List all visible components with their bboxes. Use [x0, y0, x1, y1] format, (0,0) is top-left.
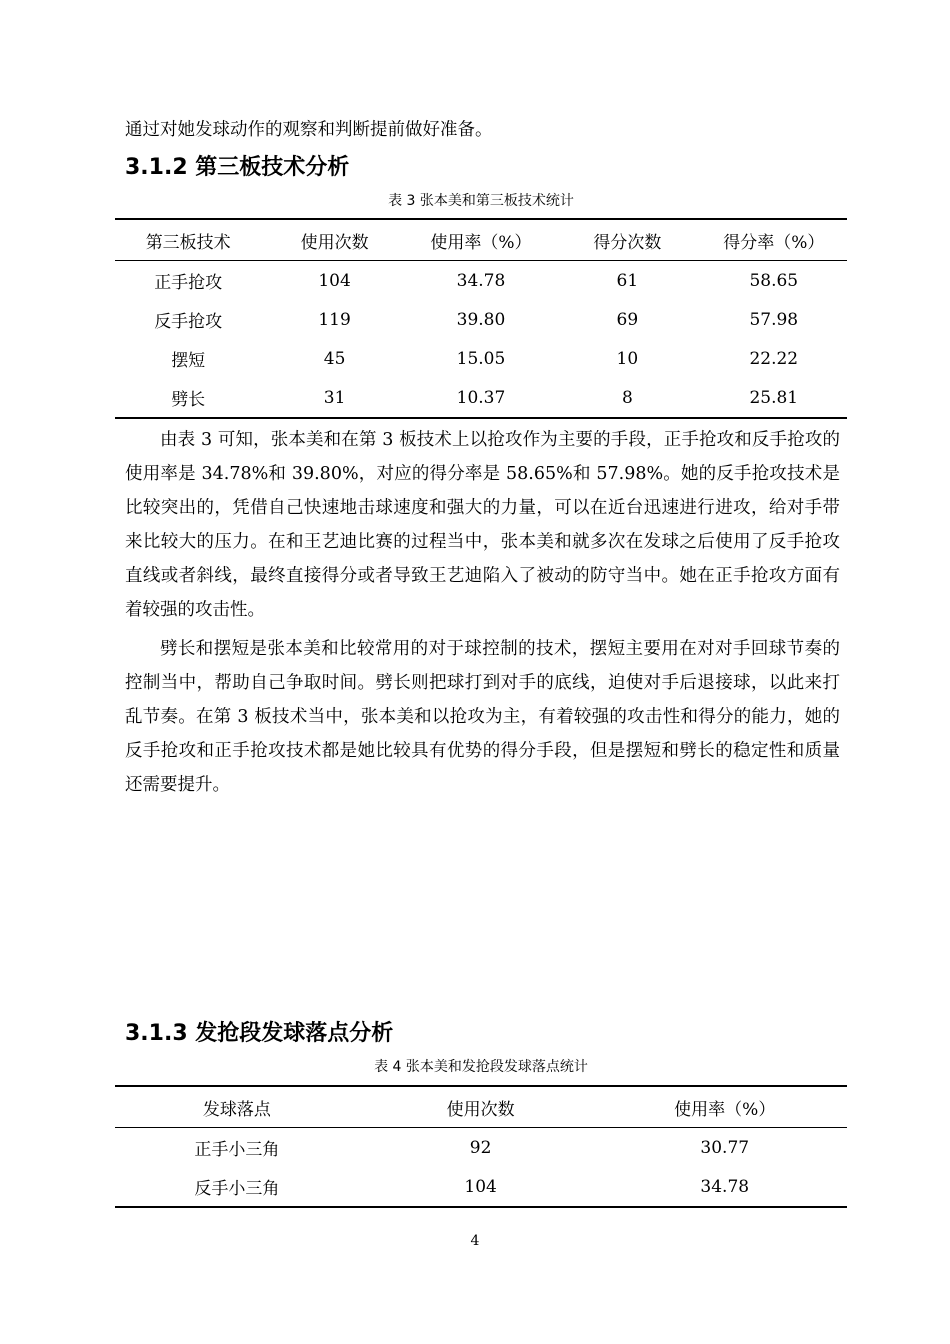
table-cell: 39.80 — [456, 309, 506, 330]
table-header-cell: 得分率（%） — [701, 219, 847, 261]
table-row — [115, 261, 847, 301]
section-heading-312: 3.1.2 第三板技术分析 — [125, 155, 350, 180]
table-cell: 15.05 — [456, 348, 506, 369]
table-cell: 57.98 — [749, 309, 799, 330]
table-cell: 58.65 — [749, 270, 799, 291]
table-caption-3: 表 3 张本美和第三板技术统计 — [388, 193, 574, 209]
table-cell: 119 — [318, 309, 351, 330]
table-cell: 8 — [554, 378, 700, 418]
table-header-row — [115, 219, 847, 261]
table-header-cell: 发球落点 — [115, 1086, 359, 1128]
table-cell: 104 — [318, 270, 351, 291]
table-row — [115, 339, 847, 378]
table-cell: 正手抢攻 — [154, 273, 223, 293]
table-cell: 22.22 — [749, 348, 799, 369]
table-cell: 25.81 — [701, 378, 847, 418]
table-caption-4: 表 4 张本美和发抢段发球落点统计 — [374, 1059, 588, 1075]
table-cell: 45 — [323, 348, 346, 369]
table-cell: 104 — [359, 1167, 603, 1207]
table-cell: 34.78 — [603, 1167, 848, 1207]
table-header-cell: 得分次数 — [554, 219, 700, 261]
table-row — [115, 1167, 847, 1207]
table-row — [115, 1128, 847, 1168]
table-cell: 10.37 — [408, 378, 554, 418]
table-cell: 劈长 — [115, 378, 261, 418]
body-paragraph: 劈长和摆短是张本美和比较常用的对于球控制的技术，摆短主要用在对对手回球节奏的控制当中，帮助自己争取时间。劈长则把球打到对手的底线，迫使对手后退接球，以此来打乱节奏。在第 3 板技术当中，张本美和以抢攻为主，有着较强的攻击性和得分的能力，她的反手抢攻和正手抢攻技术都是她比较具有优势的得分手段，但是摆短和劈长的稳定性和质量还需要提升。 — [125, 639, 840, 795]
table-header-cell: 使用率（%） — [603, 1086, 848, 1128]
table-cell: 摆短 — [171, 351, 206, 371]
intro-line: 通过对她发球动作的观察和判断提前做好准备。 — [125, 120, 493, 140]
table-3 — [115, 218, 847, 419]
table-cell: 反手小三角 — [115, 1167, 359, 1207]
table-cell: 34.78 — [456, 270, 506, 291]
table-cell: 61 — [616, 270, 639, 291]
table-cell: 92 — [469, 1137, 492, 1158]
table-cell: 30.77 — [700, 1137, 750, 1158]
table-header-cell: 第三板技术 — [115, 219, 261, 261]
section-heading-313: 3.1.3 发抢段发球落点分析 — [125, 1021, 394, 1046]
table-row — [115, 300, 847, 339]
table-cell: 31 — [261, 378, 407, 418]
table-4 — [115, 1085, 847, 1208]
table-header-row — [115, 1086, 847, 1128]
table-cell: 正手小三角 — [194, 1140, 280, 1160]
table-header-cell: 使用次数 — [359, 1086, 603, 1128]
table-header-cell: 使用率（%） — [408, 219, 554, 261]
table-row — [115, 378, 847, 418]
table-cell: 10 — [616, 348, 639, 369]
page-number: 4 — [470, 1233, 480, 1249]
table-header-cell: 使用次数 — [261, 219, 407, 261]
body-paragraph: 由表 3 可知，张本美和在第 3 板技术上以抢攻作为主要的手段，正手抢攻和反手抢攻的使用率是 34.78%和 39.80%，对应的得分率是 58.65%和 57.98%。她的反手抢攻技术是比较突出的，凭借自己快速地击球速度和强大的力量，可以在近台迅速进行进攻，给对手带来比较大的压力。在和王艺迪比赛的过程当中，张本美和就多次在发球之后使用了反手抢攻直线或者斜线，最终直接得分或者导致王艺迪陷入了被动的防守当中。她在正手抢攻方面有着较强的攻击性。 — [125, 430, 840, 620]
table-cell: 反手抢攻 — [154, 312, 223, 332]
table-cell: 69 — [616, 309, 639, 330]
